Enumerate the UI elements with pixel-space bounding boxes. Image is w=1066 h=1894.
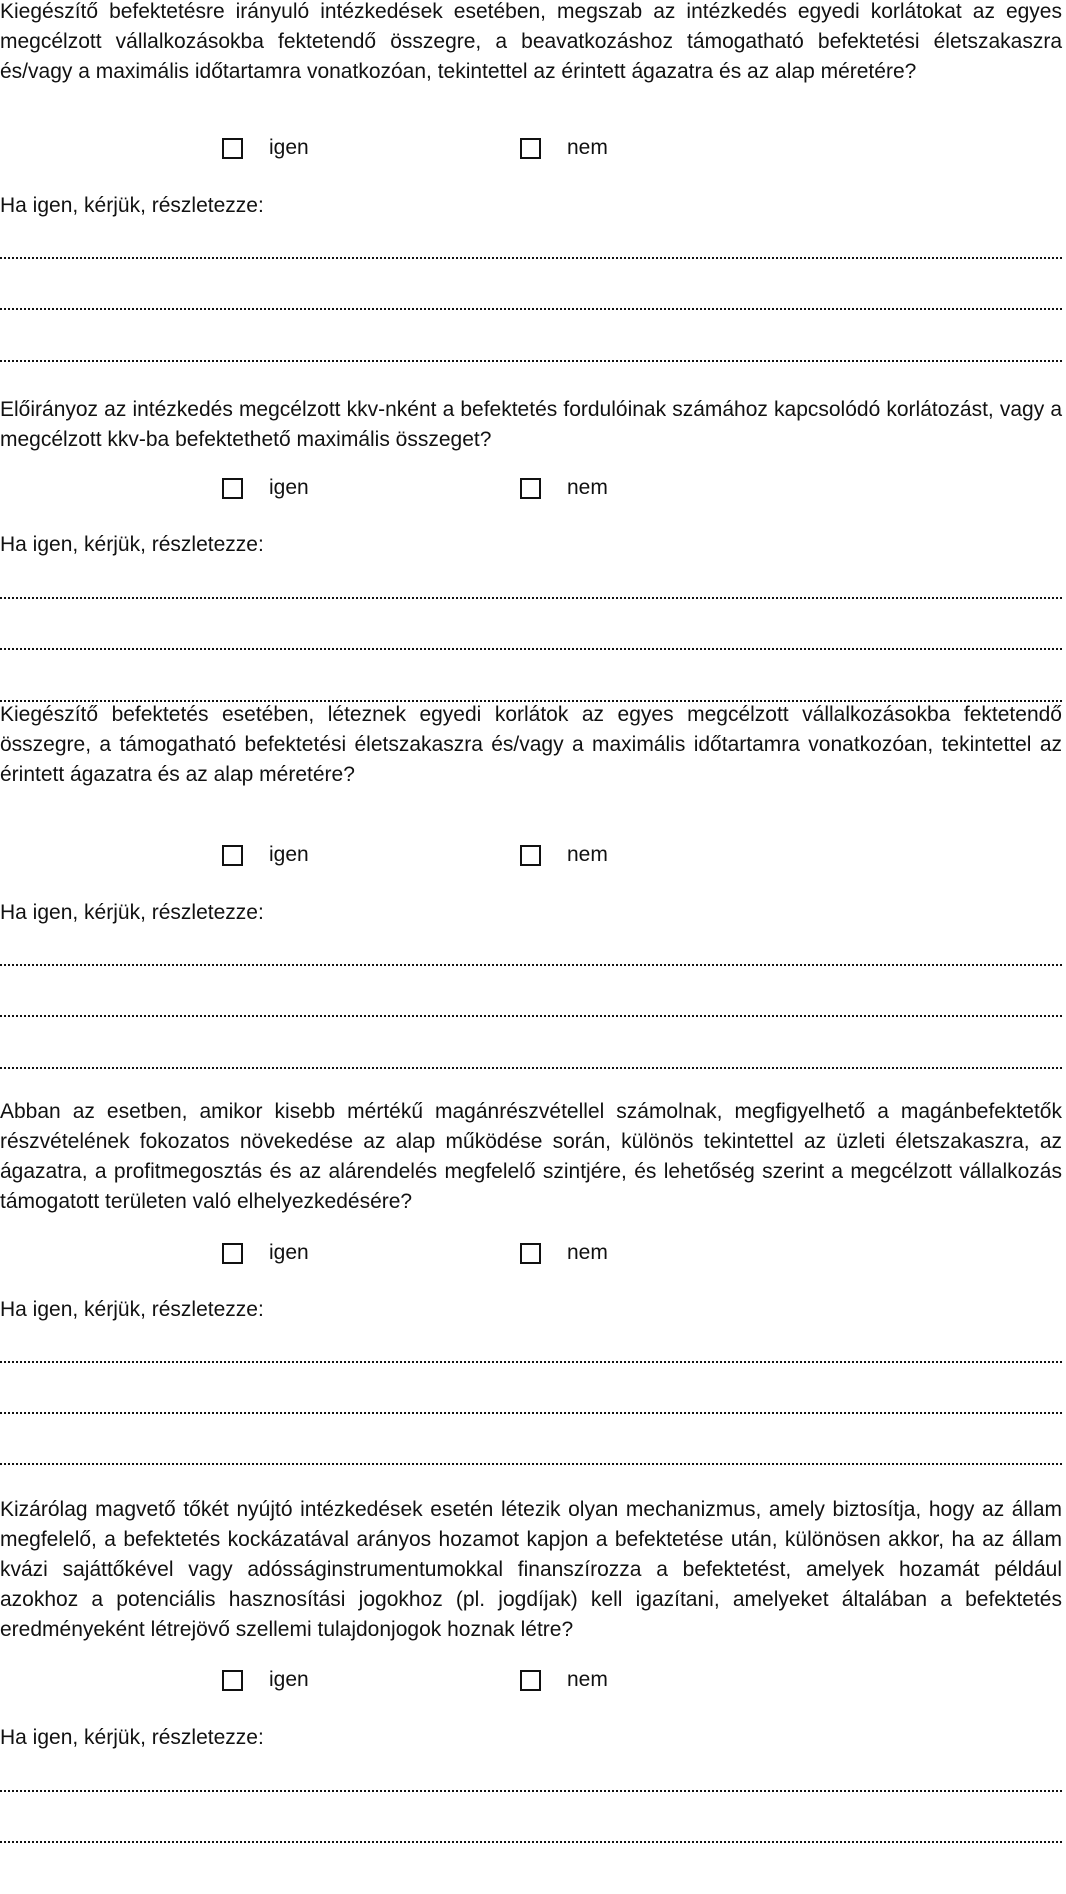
- option-yes[interactable]: [222, 1238, 309, 1268]
- detail-prompt: Ha igen, kérjük, részletezze:: [0, 194, 264, 217]
- no-checkbox[interactable]: [520, 1243, 541, 1264]
- yes-no-options: [0, 840, 700, 870]
- answer-line[interactable]: [0, 1361, 1062, 1363]
- yes-label: igen: [269, 1668, 309, 1691]
- no-checkbox[interactable]: [520, 478, 541, 499]
- no-checkbox[interactable]: [520, 138, 541, 159]
- answer-line[interactable]: [0, 360, 1062, 362]
- yes-checkbox[interactable]: [222, 1243, 243, 1264]
- yes-no-options: [0, 1238, 700, 1268]
- option-no[interactable]: [520, 1665, 608, 1695]
- answer-line[interactable]: [0, 597, 1062, 599]
- yes-checkbox[interactable]: [222, 1670, 243, 1691]
- option-no[interactable]: [520, 840, 608, 870]
- question-text: Kizárólag magvető tőkét nyújtó intézkedések esetén létezik olyan mechanizmus, amely biztosítja, hogy az állam megfelelő, a befektetés kockázatával arányos hozamot kapjon a befektetése után, különösen akkor, ha az állam kvázi sajáttőkével vagy adósságinstrumentumokkal finanszírozza a befektetést, amelyek hozamát például azokhoz a potenciális hasznosítási jogokhoz (pl. jogdíjak) kell igazítani, amelyeket általában a befektetés eredményeként létrejövő szellemi tulajdonjogok hoznak létre?: [0, 1498, 1062, 1641]
- no-label: nem: [567, 476, 608, 499]
- question-text: Kiegészítő befektetés esetében, léteznek egyedi korlátok az egyes megcélzott vállalkozásokba fektetendő összegre, a támogatható befektetési életszakaszra és/vagy a maximális időtartamra vonatkozóan, tekintettel az érintett ágazatra és az alap méretére?: [0, 703, 1062, 786]
- no-label: nem: [567, 1668, 608, 1691]
- answer-line[interactable]: [0, 648, 1062, 650]
- answer-line[interactable]: [0, 1463, 1062, 1465]
- detail-prompt: Ha igen, kérjük, részletezze:: [0, 901, 264, 924]
- no-checkbox[interactable]: [520, 1670, 541, 1691]
- option-yes[interactable]: [222, 133, 309, 163]
- no-label: nem: [567, 843, 608, 866]
- question-text: Kiegészítő befektetésre irányuló intézkedések esetében, megszab az intézkedés egyedi korlátokat az egyes megcélzott vállalkozásokba fektetendő összegre, a beavatkozáshoz támogatható befektetési életszakaszra és/vagy a maximális időtartamra vonatkozóan, tekintettel az érintett ágazatra és az alap méretére?: [0, 0, 1062, 83]
- yes-label: igen: [269, 1241, 309, 1264]
- answer-line[interactable]: [0, 308, 1062, 310]
- answer-line[interactable]: [0, 1790, 1062, 1792]
- question-text: Abban az esetben, amikor kisebb mértékű magánrészvétellel számolnak, megfigyelhető a magánbefektetők részvételének fokozatos növekedése az alap működése során, különös tekintettel az üzleti életszakaszra, az ágazatra, a profitmegosztás és az alárendelés megfelelő szintjére, és lehetőség szerint a megcélzott vállalkozás támogatott területen való elhelyezkedésére?: [0, 1100, 1062, 1213]
- yes-no-options: [0, 133, 700, 163]
- option-yes[interactable]: [222, 473, 309, 503]
- option-yes[interactable]: [222, 840, 309, 870]
- no-label: nem: [567, 136, 608, 159]
- answer-line[interactable]: [0, 1841, 1062, 1843]
- yes-label: igen: [269, 136, 309, 159]
- detail-prompt: Ha igen, kérjük, részletezze:: [0, 1298, 264, 1321]
- no-label: nem: [567, 1241, 608, 1264]
- yes-label: igen: [269, 843, 309, 866]
- option-no[interactable]: [520, 473, 608, 503]
- option-no[interactable]: [520, 1238, 608, 1268]
- yes-checkbox[interactable]: [222, 845, 243, 866]
- no-checkbox[interactable]: [520, 845, 541, 866]
- yes-checkbox[interactable]: [222, 478, 243, 499]
- answer-line[interactable]: [0, 964, 1062, 966]
- yes-checkbox[interactable]: [222, 138, 243, 159]
- answer-line[interactable]: [0, 257, 1062, 259]
- option-no[interactable]: [520, 133, 608, 163]
- yes-no-options: [0, 1665, 700, 1695]
- detail-prompt: Ha igen, kérjük, részletezze:: [0, 533, 264, 556]
- detail-prompt: Ha igen, kérjük, részletezze:: [0, 1726, 264, 1749]
- option-yes[interactable]: [222, 1665, 309, 1695]
- yes-no-options: [0, 473, 700, 503]
- answer-line[interactable]: [0, 1015, 1062, 1017]
- answer-line[interactable]: [0, 1412, 1062, 1414]
- question-text: Előirányoz az intézkedés megcélzott kkv-nként a befektetés fordulóinak számához kapcsolódó korlátozást, vagy a megcélzott kkv-ba befektethető maximális összeget?: [0, 398, 1062, 451]
- yes-label: igen: [269, 476, 309, 499]
- answer-line[interactable]: [0, 1067, 1062, 1069]
